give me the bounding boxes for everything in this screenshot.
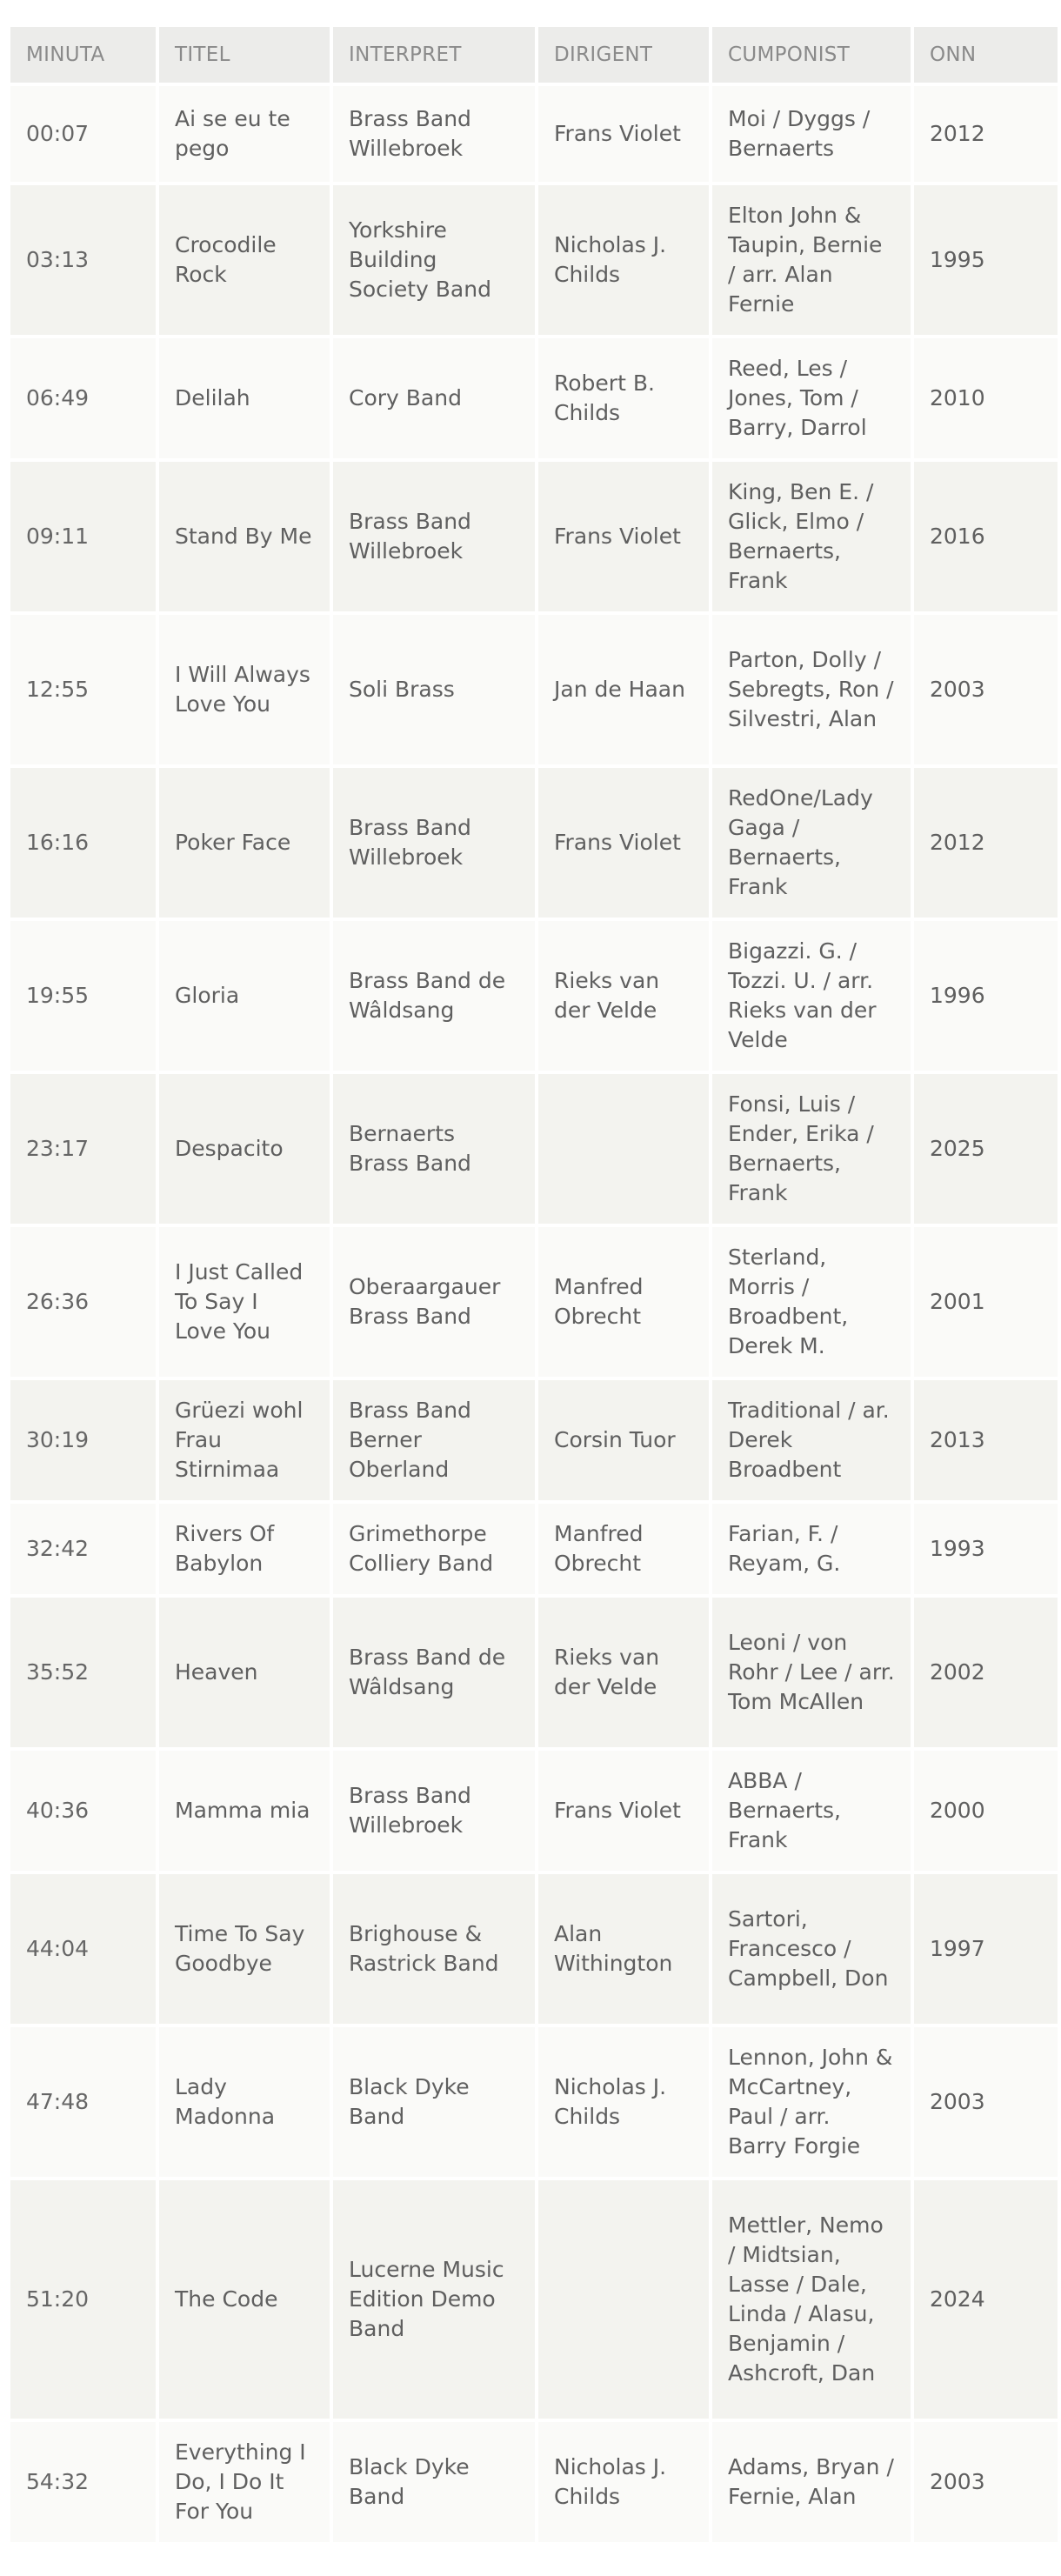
cell-title: I Just Called To Say I Love You — [159, 1227, 330, 1377]
cell-year: 2000 — [914, 1751, 1058, 1871]
cell-composer: Leoni / von Rohr / Lee / arr. Tom McAllen — [712, 1598, 911, 1747]
cell-title: Gloria — [159, 921, 330, 1071]
cell-conductor: Manfred Obrecht — [538, 1227, 709, 1377]
cell-composer: Reed, Les / Jones, Tom / Barry, Darrol — [712, 338, 911, 458]
cell-year: 2003 — [914, 2027, 1058, 2177]
cell-performer: Brass Band Willebroek — [333, 1751, 535, 1871]
column-header-titel: TITEL — [159, 27, 330, 83]
cell-performer: Grimethorpe Colliery Band — [333, 1504, 535, 1594]
cell-performer: Brass Band Willebroek — [333, 462, 535, 611]
cell-time: 54:32 — [10, 2422, 156, 2542]
cell-year: 1996 — [914, 921, 1058, 1071]
cell-performer: Lucerne Music Edition Demo Band — [333, 2180, 535, 2419]
cell-performer: Brass Band Willebroek — [333, 86, 535, 182]
cell-time: 26:36 — [10, 1227, 156, 1377]
cell-title: The Code — [159, 2180, 330, 2419]
table-row — [10, 1074, 1058, 1224]
table-row — [10, 338, 1058, 458]
cell-title: Heaven — [159, 1598, 330, 1747]
cell-year: 2003 — [914, 615, 1058, 764]
table-row — [10, 921, 1058, 1071]
cell-title: Stand By Me — [159, 462, 330, 611]
cell-conductor: Frans Violet — [538, 1751, 709, 1871]
cell-performer: Cory Band — [333, 338, 535, 458]
cell-performer: Brass Band de Wâldsang — [333, 921, 535, 1071]
cell-composer: Fonsi, Luis / Ender, Erika / Bernaerts, Frank — [712, 1074, 911, 1224]
cell-composer: Adams, Bryan / Fernie, Alan — [712, 2422, 911, 2542]
playlist-table — [7, 23, 1061, 2546]
table-row — [10, 462, 1058, 611]
cell-performer: Brighouse & Rastrick Band — [333, 1874, 535, 2024]
table-row — [10, 1874, 1058, 2024]
table-body — [10, 86, 1058, 2542]
cell-composer: Traditional / ar. Derek Broadbent — [712, 1380, 911, 1500]
cell-performer: Brass Band Willebroek — [333, 768, 535, 918]
cell-year: 2010 — [914, 338, 1058, 458]
cell-title: Everything I Do, I Do It For You — [159, 2422, 330, 2542]
cell-performer: Black Dyke Band — [333, 2422, 535, 2542]
cell-conductor: Alan Withington — [538, 1874, 709, 2024]
table-row — [10, 86, 1058, 182]
cell-year: 2012 — [914, 86, 1058, 182]
cell-conductor: Frans Violet — [538, 86, 709, 182]
cell-year: 2012 — [914, 768, 1058, 918]
table-row — [10, 768, 1058, 918]
table-row — [10, 1751, 1058, 1871]
cell-composer: Elton John & Taupin, Bernie / arr. Alan Fernie — [712, 185, 911, 335]
cell-title: Ai se eu te pego — [159, 86, 330, 182]
cell-year: 2003 — [914, 2422, 1058, 2542]
cell-title: Rivers Of Babylon — [159, 1504, 330, 1594]
cell-conductor: Rieks van der Velde — [538, 1598, 709, 1747]
column-header-dirigent: DIRIGENT — [538, 27, 709, 83]
playlist-container — [7, 23, 1054, 2546]
table-row — [10, 185, 1058, 335]
cell-year: 1997 — [914, 1874, 1058, 2024]
cell-time: 16:16 — [10, 768, 156, 918]
cell-composer: Moi / Dyggs / Bernaerts — [712, 86, 911, 182]
cell-title: Lady Madonna — [159, 2027, 330, 2177]
cell-time: 03:13 — [10, 185, 156, 335]
cell-year: 2013 — [914, 1380, 1058, 1500]
column-header-onn: ONN — [914, 27, 1058, 83]
cell-time: 47:48 — [10, 2027, 156, 2177]
cell-composer: Parton, Dolly / Sebregts, Ron / Silvestri, Alan — [712, 615, 911, 764]
cell-time: 51:20 — [10, 2180, 156, 2419]
cell-composer: Lennon, John & McCartney, Paul / arr. Barry Forgie — [712, 2027, 911, 2177]
cell-time: 30:19 — [10, 1380, 156, 1500]
cell-composer: Farian, F. / Reyam, G. — [712, 1504, 911, 1594]
cell-time: 00:07 — [10, 86, 156, 182]
cell-title: Time To Say Goodbye — [159, 1874, 330, 2024]
cell-conductor: Corsin Tuor — [538, 1380, 709, 1500]
cell-conductor: Nicholas J. Childs — [538, 2422, 709, 2542]
column-header-cumponist: CUMPONIST — [712, 27, 911, 83]
cell-performer: Brass Band de Wâldsang — [333, 1598, 535, 1747]
cell-title: Crocodile Rock — [159, 185, 330, 335]
cell-year: 2002 — [914, 1598, 1058, 1747]
cell-title: Delilah — [159, 338, 330, 458]
table-row — [10, 1380, 1058, 1500]
cell-title: Poker Face — [159, 768, 330, 918]
cell-year: 2025 — [914, 1074, 1058, 1224]
table-row — [10, 2422, 1058, 2542]
cell-performer: Brass Band Berner Oberland — [333, 1380, 535, 1500]
cell-conductor: Frans Violet — [538, 462, 709, 611]
cell-conductor — [538, 2180, 709, 2419]
table-row — [10, 1504, 1058, 1594]
cell-time: 40:36 — [10, 1751, 156, 1871]
cell-performer: Soli Brass — [333, 615, 535, 764]
cell-conductor: Frans Violet — [538, 768, 709, 918]
table-row — [10, 615, 1058, 764]
cell-title: Grüezi wohl Frau Stirnimaa — [159, 1380, 330, 1500]
cell-year: 1993 — [914, 1504, 1058, 1594]
cell-time: 06:49 — [10, 338, 156, 458]
table-row — [10, 2027, 1058, 2177]
cell-composer: RedOne/Lady Gaga / Bernaerts, Frank — [712, 768, 911, 918]
cell-title: I Will Always Love You — [159, 615, 330, 764]
cell-conductor — [538, 1074, 709, 1224]
header-row — [10, 27, 1058, 83]
column-header-interpret: INTERPRET — [333, 27, 535, 83]
cell-year: 2016 — [914, 462, 1058, 611]
cell-composer: King, Ben E. / Glick, Elmo / Bernaerts, Frank — [712, 462, 911, 611]
cell-year: 2001 — [914, 1227, 1058, 1377]
column-header-minuta: MINUTA — [10, 27, 156, 83]
cell-year: 2024 — [914, 2180, 1058, 2419]
cell-performer: Yorkshire Building Society Band — [333, 185, 535, 335]
table-row — [10, 1598, 1058, 1747]
cell-composer: Mettler, Nemo / Midtsian, Lasse / Dale, Linda / Alasu, Benjamin / Ashcroft, Dan — [712, 2180, 911, 2419]
cell-conductor: Jan de Haan — [538, 615, 709, 764]
cell-performer: Bernaerts Brass Band — [333, 1074, 535, 1224]
cell-composer: Sartori, Francesco / Campbell, Don — [712, 1874, 911, 2024]
cell-title: Mamma mia — [159, 1751, 330, 1871]
cell-time: 23:17 — [10, 1074, 156, 1224]
table-header — [10, 27, 1058, 83]
cell-conductor: Nicholas J. Childs — [538, 2027, 709, 2177]
cell-time: 19:55 — [10, 921, 156, 1071]
cell-conductor: Robert B. Childs — [538, 338, 709, 458]
table-row — [10, 1227, 1058, 1377]
cell-composer: Sterland, Morris / Broadbent, Derek M. — [712, 1227, 911, 1377]
cell-title: Despacito — [159, 1074, 330, 1224]
cell-performer: Black Dyke Band — [333, 2027, 535, 2177]
cell-time: 12:55 — [10, 615, 156, 764]
cell-composer: Bigazzi. G. / Tozzi. U. / arr. Rieks van der Velde — [712, 921, 911, 1071]
table-row — [10, 2180, 1058, 2419]
cell-time: 09:11 — [10, 462, 156, 611]
cell-performer: Oberaargauer Brass Band — [333, 1227, 535, 1377]
cell-time: 35:52 — [10, 1598, 156, 1747]
cell-time: 44:04 — [10, 1874, 156, 2024]
cell-conductor: Manfred Obrecht — [538, 1504, 709, 1594]
cell-conductor: Nicholas J. Childs — [538, 185, 709, 335]
cell-year: 1995 — [914, 185, 1058, 335]
cell-time: 32:42 — [10, 1504, 156, 1594]
cell-composer: ABBA / Bernaerts, Frank — [712, 1751, 911, 1871]
cell-conductor: Rieks van der Velde — [538, 921, 709, 1071]
